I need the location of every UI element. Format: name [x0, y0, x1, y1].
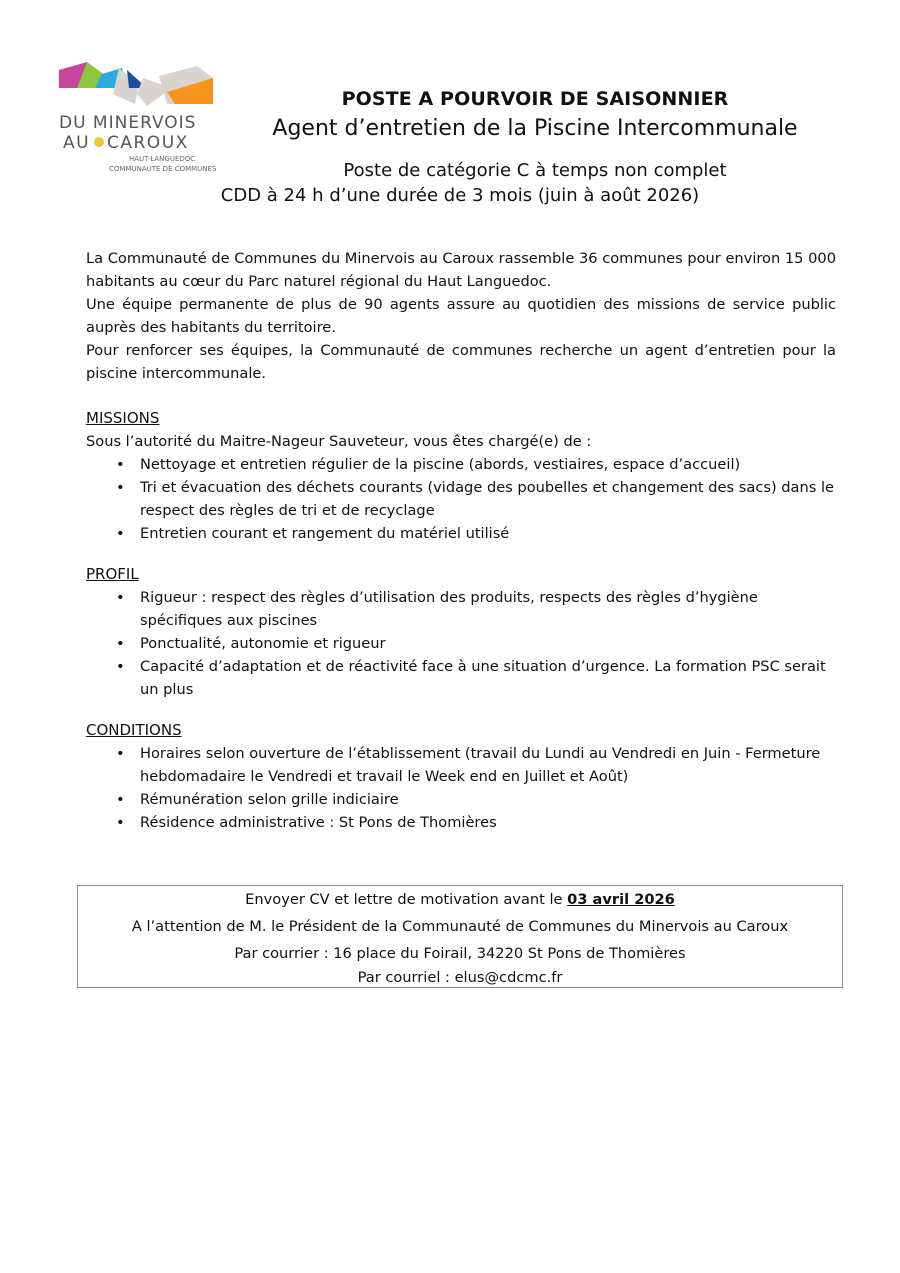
conditions-list — [86, 742, 836, 834]
list-item-text: Rémunération selon grille indiciaire — [140, 791, 399, 808]
profil-heading: PROFIL — [86, 565, 139, 583]
page-title: POSTE A POURVOIR DE SAISONNIER — [341, 88, 729, 110]
contact-postal-address: Par courrier : 16 place du Foirail, 34220 St Pons de Thomières — [234, 945, 686, 962]
intro-paragraph-3: Pour renforcer ses équipes, la Communauté de communes recherche un agent d’entretien pour la piscine intercommunale. — [86, 342, 836, 382]
list-item-text: Entretien courant et rangement du matériel utilisé — [140, 525, 510, 542]
conditions-heading: CONDITIONS — [86, 721, 182, 739]
missions-heading: MISSIONS — [86, 409, 160, 427]
list-item-text: Horaires selon ouverture de l’établissement (travail du Lundi au Vendredi en Juin - Fermeture hebdomadaire le Vendredi et travail le Week end en Juillet et Août) — [140, 745, 821, 785]
contact-email[interactable]: Par courriel : elus@cdcmc.fr — [357, 969, 563, 986]
list-item — [116, 586, 836, 632]
list-item — [116, 811, 836, 834]
missions-list — [86, 453, 836, 545]
intro-paragraph-1: La Communauté de Communes du Minervois au Caroux rassemble 36 communes pour environ 15 000 habitants au cœur du Parc naturel régional du Haut Languedoc. — [86, 250, 836, 290]
job-category: Poste de catégorie C à temps non complet — [343, 160, 727, 181]
application-contact-box — [77, 885, 843, 988]
list-item — [116, 453, 836, 476]
list-item — [116, 476, 836, 522]
logo-line4: COMMUNAUTÉ DE COMMUNES — [109, 165, 217, 173]
bullet-icon: • — [116, 658, 125, 675]
list-item — [116, 742, 836, 788]
profil-list — [86, 586, 836, 701]
bullet-icon: • — [116, 525, 125, 542]
bullet-icon: • — [116, 745, 125, 762]
logo-line3: HAUT-LANGUEDOC — [129, 155, 196, 163]
list-item-text: Ponctualité, autonomie et rigueur — [140, 635, 386, 652]
bullet-icon: • — [116, 791, 125, 808]
list-item-text: Capacité d’adaptation et de réactivité face à une situation d’urgence. La formation PSC serait un plus — [140, 658, 826, 698]
list-item-text: Résidence administrative : St Pons de Thomières — [140, 814, 497, 831]
organization-logo — [47, 48, 217, 176]
list-item-text: Nettoyage et entretien régulier de la piscine (abords, vestiaires, espace d’accueil) — [140, 456, 741, 473]
bullet-icon: • — [116, 635, 125, 652]
list-item-text: Rigueur : respect des règles d’utilisation des produits, respects des règles d’hygiène spécifiques aux piscines — [140, 589, 758, 629]
logo-line2-caroux: CAROUX — [107, 133, 189, 153]
deadline-prefix: Envoyer CV et lettre de motivation avant le — [245, 891, 563, 908]
intro-section — [86, 247, 836, 385]
contact-recipient: A l’attention de M. le Président de la Communauté de Communes du Minervois au Caroux — [131, 918, 789, 935]
job-description — [86, 247, 836, 834]
list-item — [116, 522, 836, 545]
bullet-icon: • — [116, 456, 125, 473]
logo-sun-icon — [94, 137, 104, 147]
list-item — [116, 655, 836, 701]
logo-mountains-graphic — [47, 48, 217, 176]
list-item-text: Tri et évacuation des déchets courants (vidage des poubelles et changement des sacs) dans le respect des règles de tri et de recyclage — [140, 479, 835, 519]
deadline-date: 03 avril 2026 — [567, 891, 675, 908]
list-item — [116, 788, 836, 811]
list-item — [116, 632, 836, 655]
contact-deadline-line — [78, 886, 842, 913]
bullet-icon: • — [116, 814, 125, 831]
bullet-icon: • — [116, 589, 125, 606]
logo-line2-au: AU — [63, 133, 91, 153]
contract-type: CDD à 24 h d’une durée de 3 mois (juin à août 2026) — [220, 185, 700, 206]
bullet-icon: • — [116, 479, 125, 496]
job-title: Agent d’entretien de la Piscine Intercommunale — [272, 116, 798, 141]
missions-lead: Sous l’autorité du Maitre-Nageur Sauveteur, vous êtes chargé(e) de : — [86, 433, 592, 450]
logo-line1: DU MINERVOIS — [59, 113, 197, 133]
intro-paragraph-2: Une équipe permanente de plus de 90 agents assure au quotidien des missions de service public auprès des habitants du territoire. — [86, 296, 836, 336]
